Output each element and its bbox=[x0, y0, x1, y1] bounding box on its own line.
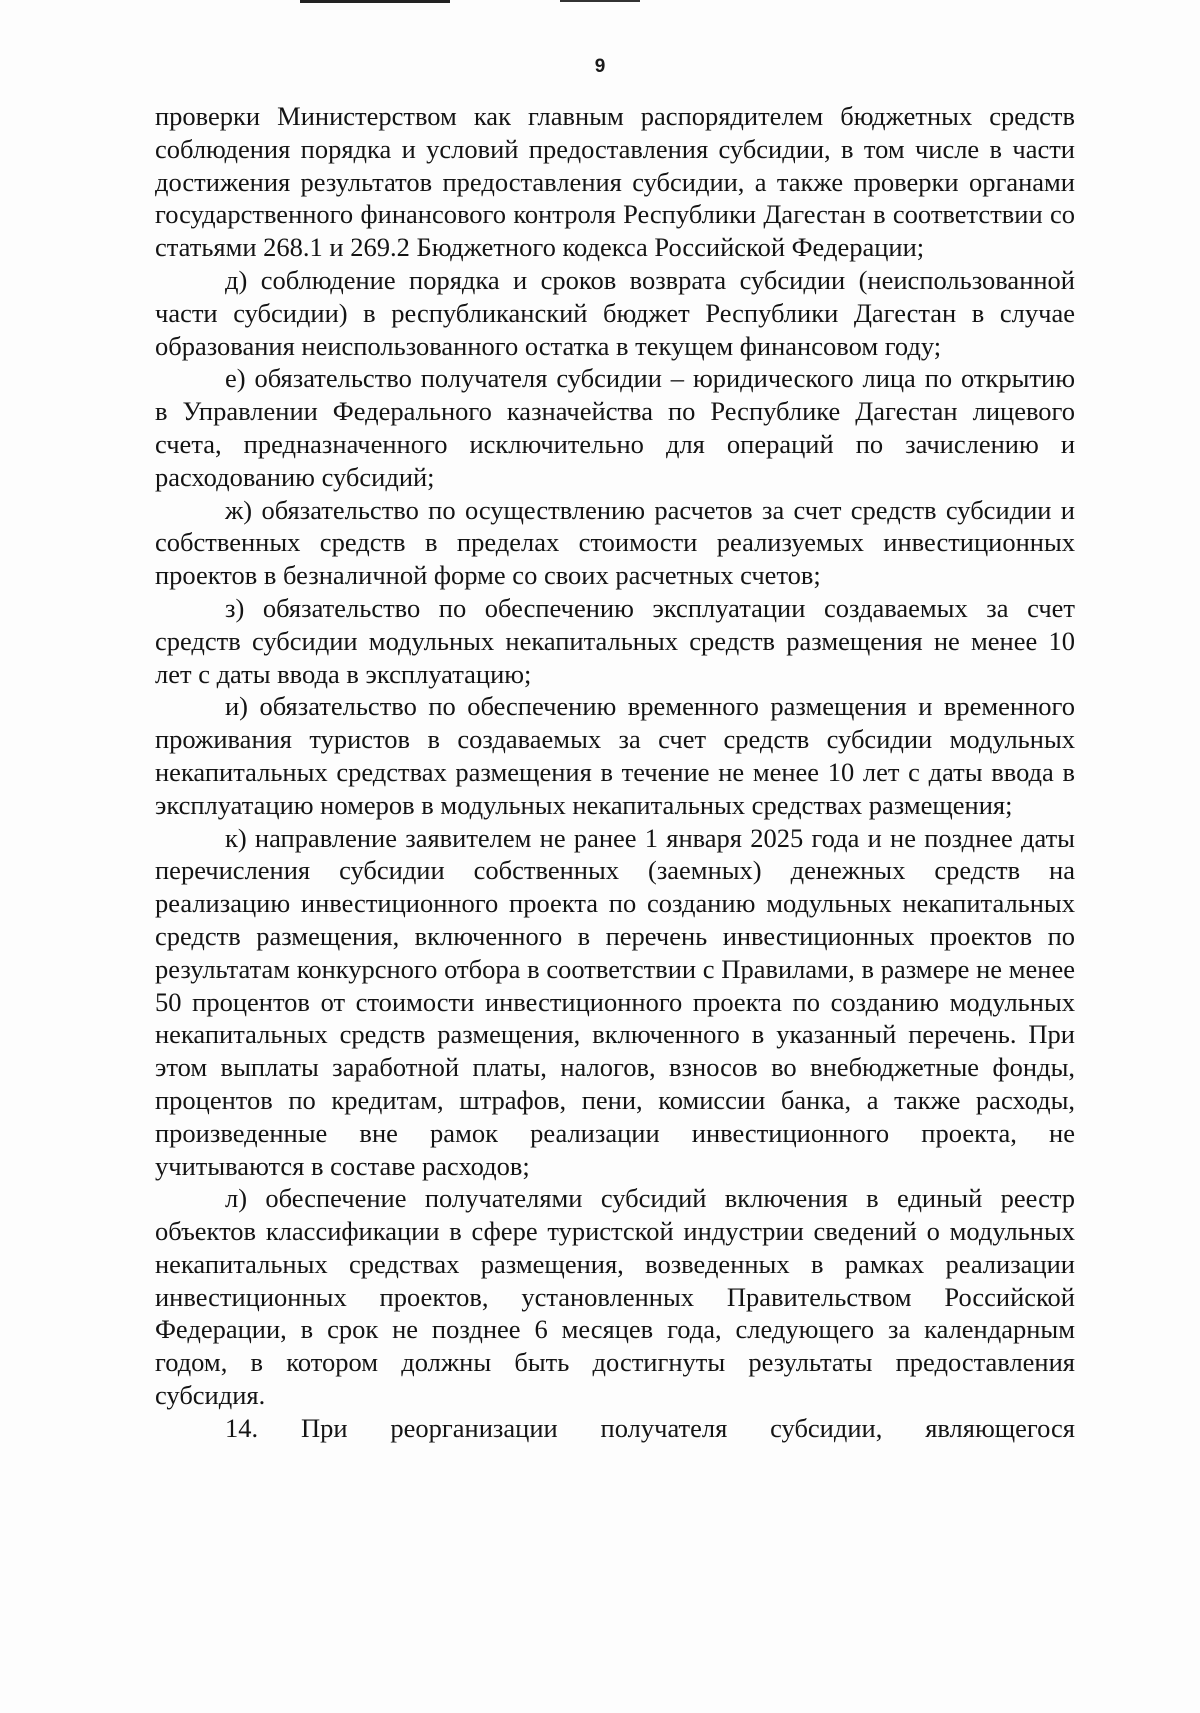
document-body bbox=[155, 100, 1075, 1445]
paragraph: д) соблюдение порядка и сроков возврата субсидии (неиспользованной части субсидии) в республиканский бюджет Республики Дагестан в случае образования неиспользованного остатка в текущем финансовом году; bbox=[155, 264, 1075, 361]
paragraph: 14. При реорганизации получателя субсидии, являющегося bbox=[225, 1412, 1075, 1443]
scan-edge-mark bbox=[560, 0, 640, 2]
paragraph: ж) обязательство по осуществлению расчетов за счет средств субсидии и собственных средств в пределах стоимости реализуемых инвестиционных проектов в безналичной форме со своих расчетных счетов; bbox=[155, 494, 1075, 591]
scan-edge-mark bbox=[300, 0, 450, 3]
page-number: 9 bbox=[594, 56, 606, 77]
paragraph: л) обеспечение получателями субсидий включения в единый реестр объектов классификации в сфере туристской индустрии сведений о модульных некапитальных средствах размещения, возведенных в рамках реализации инвестиционных проектов, установленных Правительством Российской Федерации, в срок не позднее 6 месяцев года, следующего за календарным годом, в котором должны быть достигнуты результаты предоставления субсидия. bbox=[155, 1183, 1075, 1411]
paragraph: и) обязательство по обеспечению временного размещения и временного проживания туристов в создаваемых за счет средств субсидии модульных некапитальных средствах размещения в течение не менее 10 лет с даты ввода в эксплуатацию номеров в модульных некапитальных средствах размещения; bbox=[155, 691, 1075, 820]
paragraph: к) направление заявителем не ранее 1 января 2025 года и не позднее даты перечисления субсидии собственных (заемных) денежных средств на реализацию инвестиционного проекта по созданию модульных некапитальных средств размещения, включенного в перечень инвестиционных проектов по результатам конкурсного отбора в соответствии с Правилами, в размере не менее 50 процентов от стоимости инвестиционного проекта по созданию модульных некапитальных средств размещения, включенного в указанный перечень. При этом выплаты заработной платы, налогов, взносов во внебюджетные фонды, процентов по кредитам, штрафов, пени, комиссии банка, а также расходы, произведенные вне рамок реализации инвестиционного проекта, не учитываются в составе расходов; bbox=[155, 822, 1075, 1181]
paragraph: з) обязательство по обеспечению эксплуатации создаваемых за счет средств субсидии модульных некапитальных средств размещения не менее 10 лет с даты ввода в эксплуатацию; bbox=[155, 592, 1075, 689]
paragraph: е) обязательство получателя субсидии – юридического лица по открытию в Управлении Федерального казначейства по Республике Дагестан лицевого счета, предназначенного исключительно для операций по зачислению и расходованию субсидий; bbox=[155, 363, 1075, 492]
paragraph: проверки Министерством как главным распорядителем бюджетных средств соблюдения порядка и условий предоставления субсидии, в том числе в части достижения результатов предоставления субсидии, а также проверки органами государственного финансового контроля Республики Дагестан в соответствии со статьями 268.1 и 269.2 Бюджетного кодекса Российской Федерации; bbox=[155, 101, 1075, 263]
